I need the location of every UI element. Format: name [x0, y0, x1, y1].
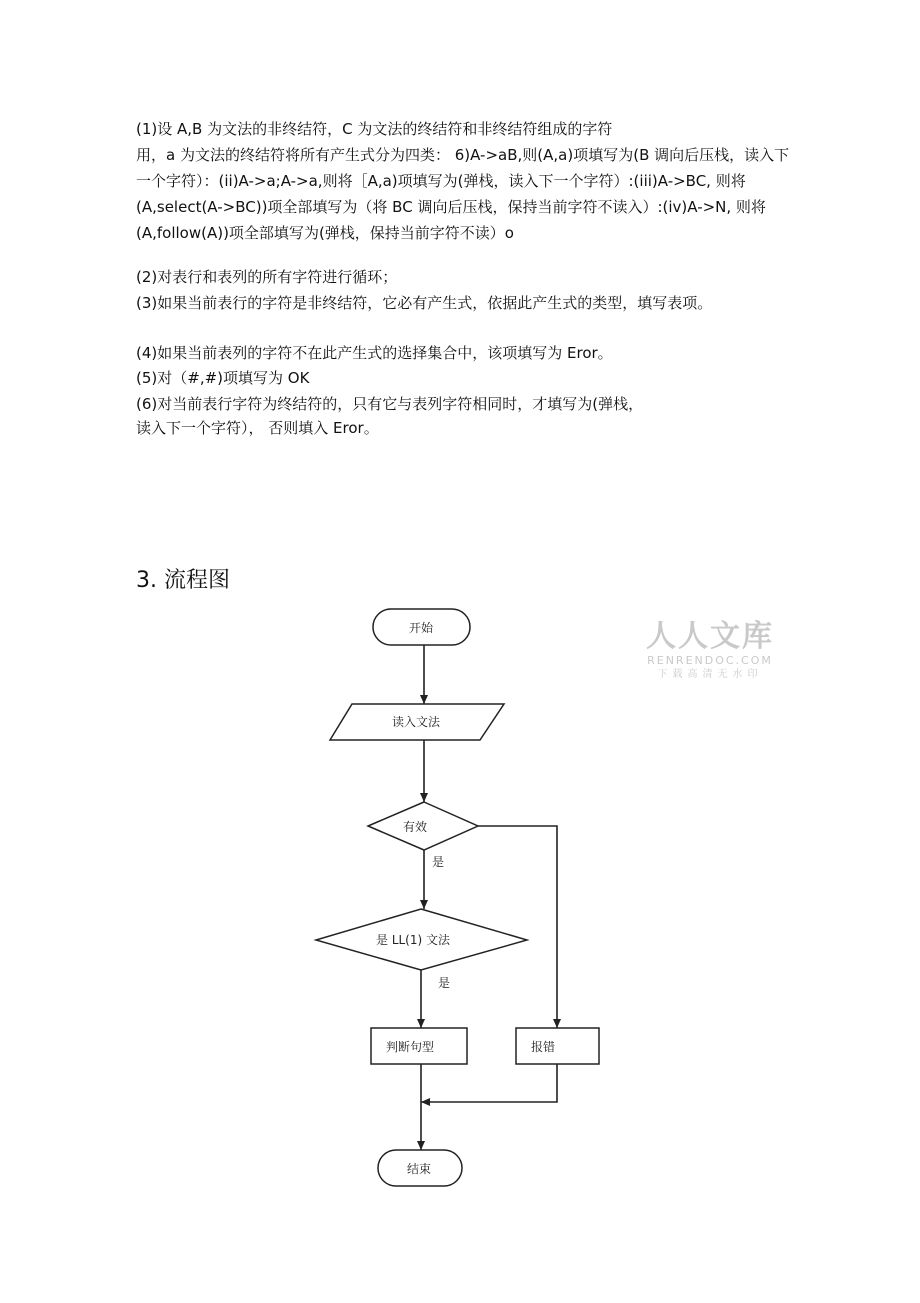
- arrow-valid-to-error: [478, 826, 557, 1028]
- end-label: 结束: [406, 1162, 432, 1176]
- paragraph-3: (3)如果当前表行的字符是非终结符，它必有产生式，依据此产生式的类型，填写表项。: [136, 294, 713, 312]
- paragraph-1a: (1)设 A,B 为文法的非终结符，C 为文法的终结符和非终结符组成的字符: [136, 120, 613, 138]
- decision-valid-label: 有效: [402, 820, 428, 834]
- paragraph-2: (2)对表行和表列的所有字符进行循环；: [136, 268, 398, 286]
- watermark-url: RENRENDOC.COM: [647, 654, 773, 667]
- paragraph-6a: (6)对当前表行字符为终结符的，只有它与表列字符相同时，才填写为(弹栈，: [136, 395, 644, 413]
- input-label: 读入文法: [391, 715, 441, 729]
- arrow-error-merge: [421, 1064, 557, 1102]
- paragraph-5: (5)对（#,#)项填写为 OK: [136, 369, 310, 387]
- yes-label-2: 是: [437, 976, 451, 990]
- decision-ll1-label: 是 LL(1) 文法: [376, 933, 450, 947]
- paragraph-1b: 用，a 为文法的终结符将所有产生式分为四类： 6)A->aB,则(A,a)项填写为(B 调向后压栈，读入下一个字符）：(ii)A->a;A->a,则将［A,a)项填写为(弹栈，读入下一个字符）:(iii)A->BC, 则将(A,select(A->BC))项全部填写为（将 BC 调向后压栈，保持当前字符不读入）:(iv)A->N, 则将(A,follow(A))项全部填写为(弹栈，保持当前字符不读）o: [136, 146, 790, 242]
- watermark-title: 人人文库: [646, 619, 774, 654]
- paragraph-6b: 读入下一个字符）， 否则填入 Eror。: [136, 419, 379, 437]
- error-label: 报错: [530, 1040, 556, 1054]
- paragraph-4: (4)如果当前表列的字符不在此产生式的选择集合中，该项填写为 Eror。: [136, 344, 613, 362]
- section-heading: 3. 流程图: [136, 568, 230, 593]
- yes-label-1: 是: [431, 855, 445, 869]
- watermark-subtitle: 下载高清无水印: [657, 669, 763, 680]
- judge-label: 判断句型: [385, 1040, 435, 1054]
- error-process: [516, 1028, 599, 1064]
- start-label: 开始: [408, 621, 434, 635]
